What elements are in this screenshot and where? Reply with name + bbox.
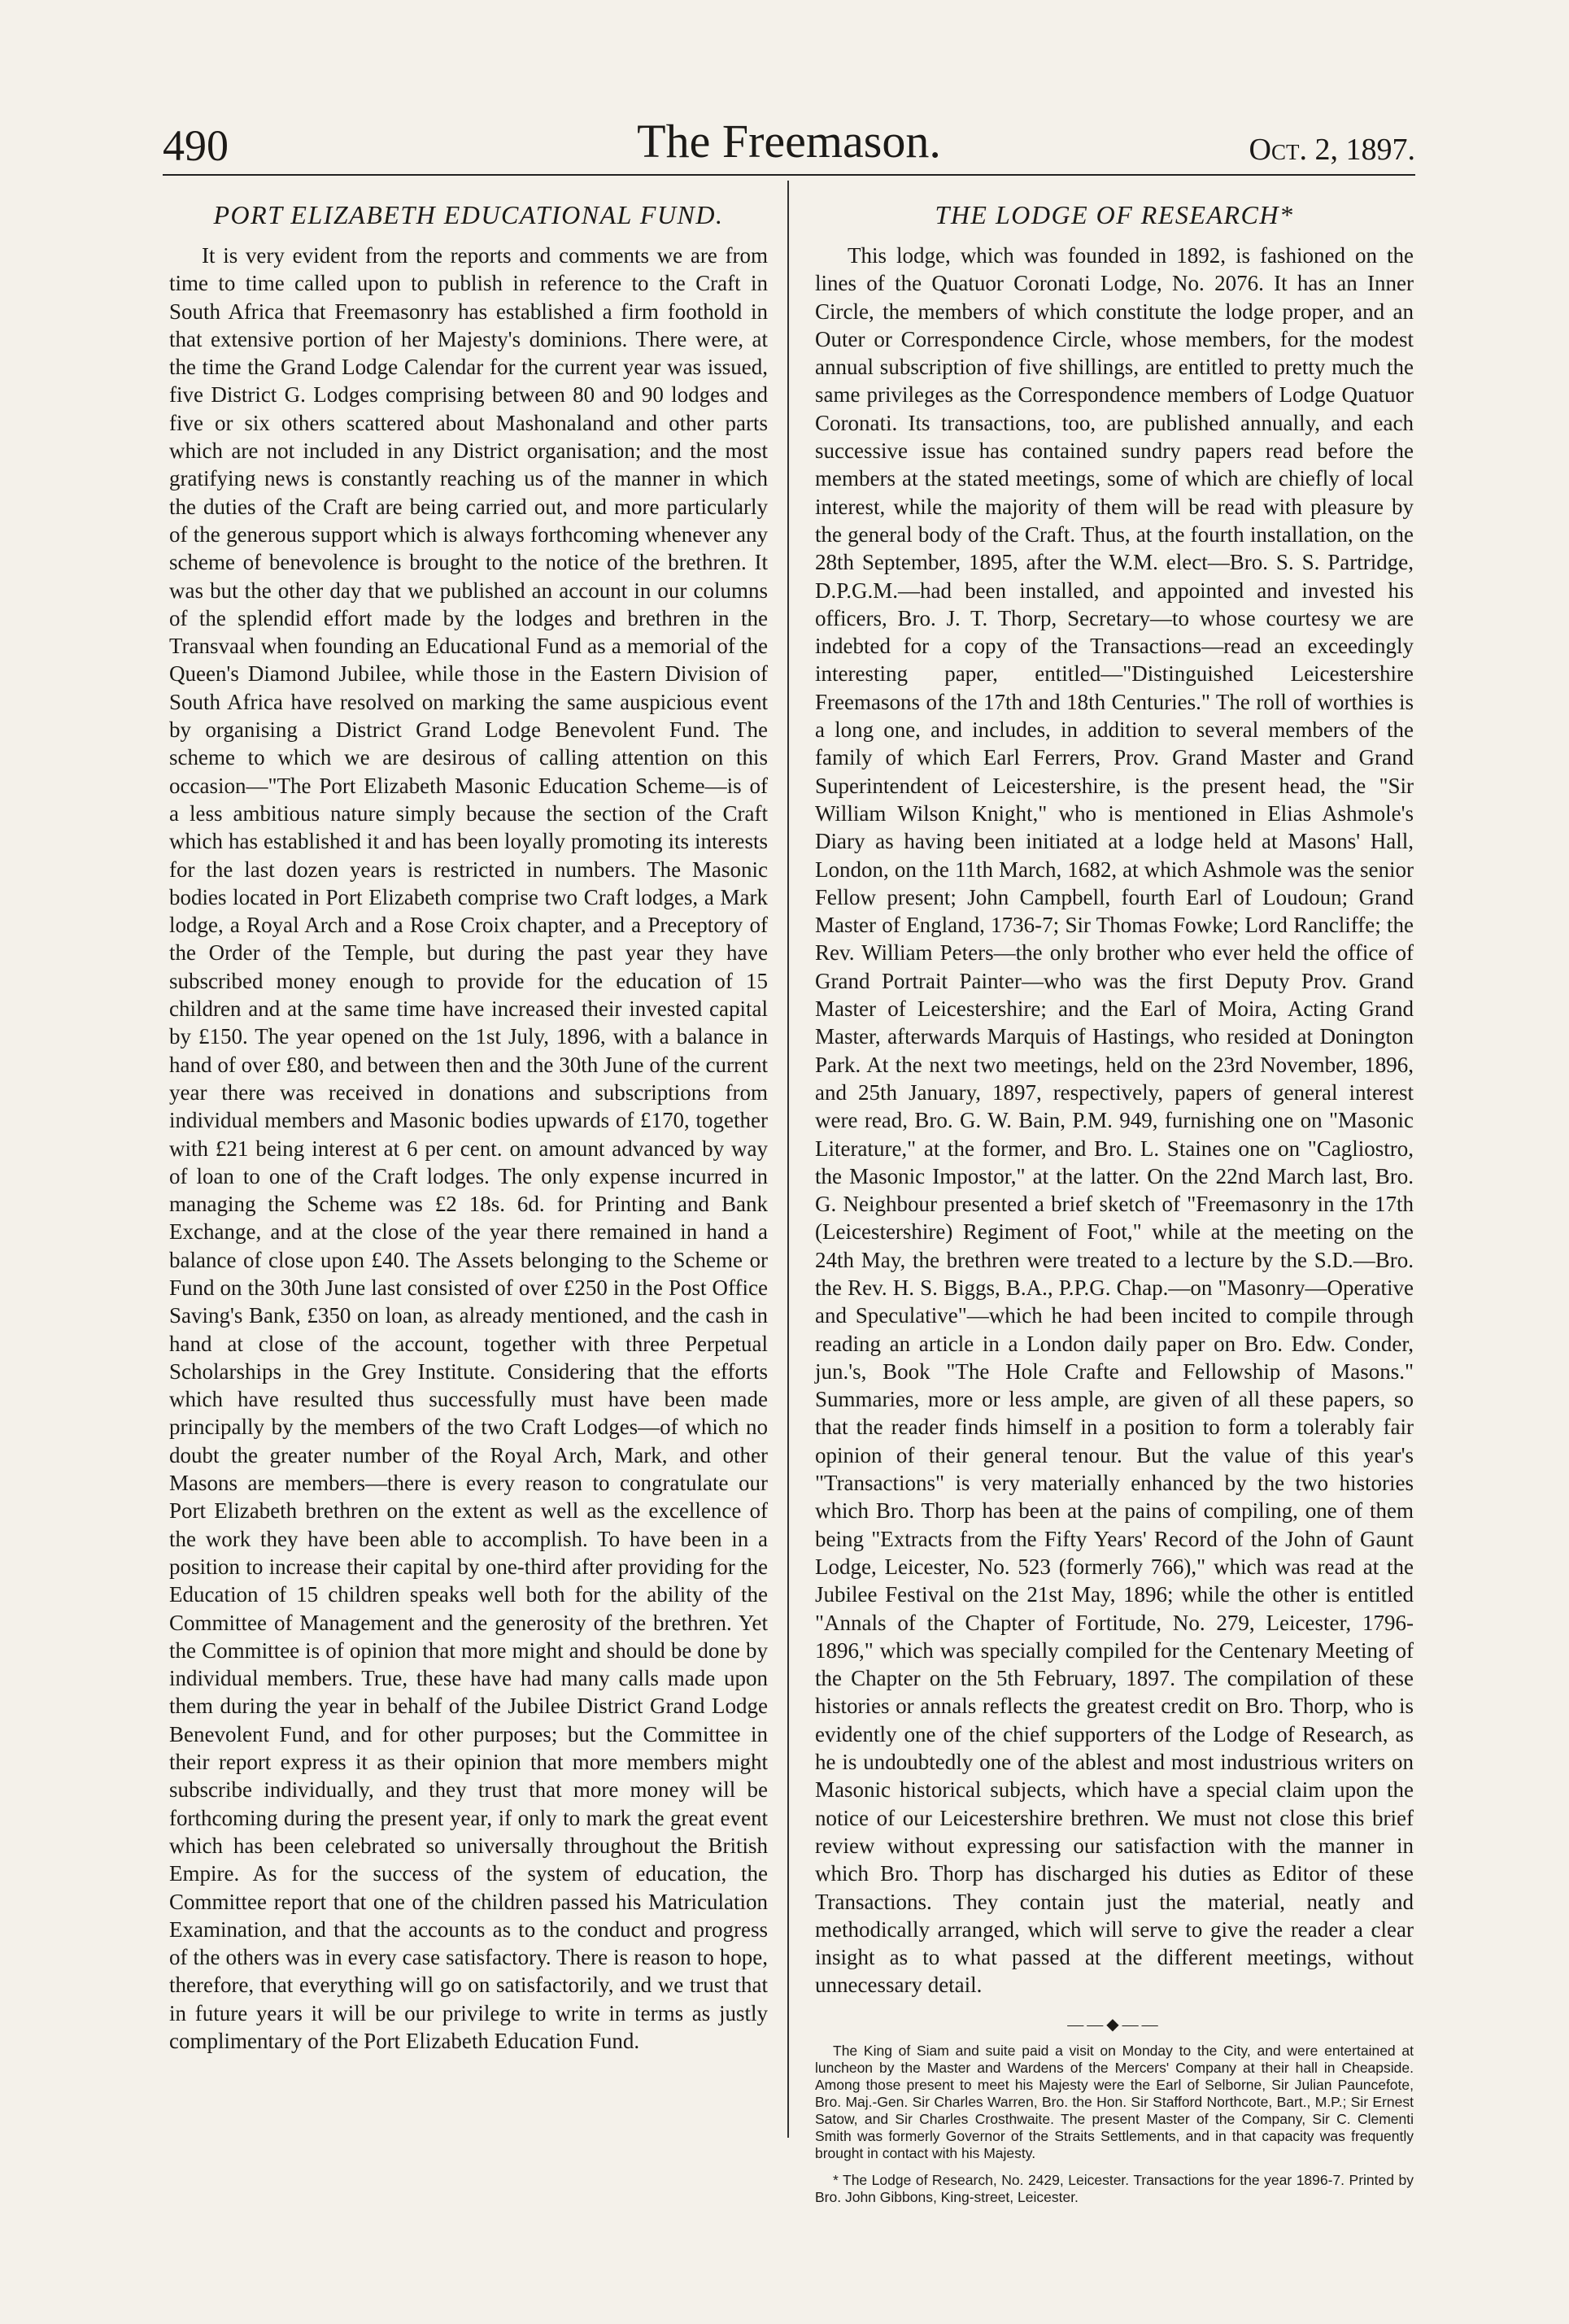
right-column: [815, 192, 1414, 2206]
article-heading-port-elizabeth: PORT ELIZABETH EDUCATIONAL FUND.: [213, 200, 724, 229]
article-body-lodge-of-research: This lodge, which was founded in 1892, is fashioned on the lines of the Quatuor Coronati Lodge, No. 2076. It has an Inner Circle, the members of which constitute the lodge proper, and an Outer or Correspondence Circle, whose members, for the modest annual subscription of five shillings, are entitled to pretty much the same privileges as the Correspondence members of Lodge Quatuor Coronati. Its transactions, too, are published annually, and each successive issue has contained sundry papers read before the members at the stated meetings, some of which are chiefly of local interest, while the majority of them will be read with pleasure by the general body of the Craft. Thus, at the fourth installation, on the 28th September, 1895, after the W.M. elect—Bro. S. S. Partridge, D.P.G.M.—had been installed, and appointed and invested his officers, Bro. J. T. Thorp, Secretary—to whose courtesy we are indebted for a copy of the Transactions—read an exceedingly interesting paper, entitled—"Distinguished Leicestershire Freemasons of the 17th and 18th Centuries." The roll of worthies is a long one, and includes, in addition to several members of the family of which Earl Ferrers, Prov. Grand Master and Grand Superintendent of Leicestershire, is the present head, the "Sir William Wilson Knight," who is mentioned in Elias Ashmole's Diary as having been initiated at a lodge held at Masons' Hall, London, on the 11th March, 1682, at which Ashmole was the senior Fellow present; John Campbell, fourth Earl of Loudoun; Grand Master of England, 1736-7; Sir Thomas Fowke; Lord Rancliffe; the Rev. William Peters—the only brother who ever held the office of Grand Portrait Painter—who was the first Deputy Prov. Grand Master of Leicestershire; and the Earl of Moira, Acting Grand Master, afterwards Marquis of Hastings, who resided at Donington Park. At the next two meetings, held on the 23rd November, 1896, and 25th January, 1897, respectively, papers of general interest were read, Bro. G. W. Bain, P.M. 949, furnishing one on "Masonic Literature," at the former, and Bro. L. Staines one on "Cagliostro, the Masonic Impostor," at the latter. On the 22nd March last, Bro. G. Neighbour presented a brief sketch of "Freemasonry in the 17th (Leicestershire) Regiment of Foot," while at the meeting on the 24th May, the brethren were treated to a lecture by the S.D.—Bro. the Rev. H. S. Biggs, B.A., P.P.G. Chap.—on "Masonry—Operative and Speculative"—which he had been incited to compile through reading an article in a London daily paper on Bro. Edw. Conder, jun.'s, Book "The Hole Crafte and Fellowship of Masons." Summaries, more or less ample, are given of all these papers, so that the reader finds himself in a position to form a tolerably fair opinion of their general tenour. But the value of this year's "Transactions" is very materially enhanced by the two histories which Bro. Thorp has been at the pains of compiling, one of them being "Extracts from the Fifty Years' Record of the John of Gaunt Lodge, Leicester, No. 523 (formerly 766)," which was read at the Jubilee Festival on the 21st May, 1896; while the other is entitled "Annals of the Chapter of Fortitude, No. 279, Leicester, 1796-1896," which was specially compiled for the Centenary Meeting of the Chapter on the 5th February, 1897. The compilation of these histories or annals reflects the greatest credit on Bro. Thorp, who is evidently one of the chief supporters of the Lodge of Research, as he is undoubtedly one of the ablest and most industrious writers on Masonic historical subjects, which have a special claim upon the notice of our Leicestershire brethren. We must not close this brief review without expressing our satisfaction with the manner in which Bro. Thorp has discharged his duties as Editor of these Transactions. They contain just the material, neatly and methodically arranged, which will serve to give the reader a clear insight as to what passed at the different meetings, without unnecessary detail.: [815, 243, 1414, 1998]
news-note-king-of-siam: The King of Siam and suite paid a visit on Monday to the City, and were entertained at luncheon by the Master and Wardens of the Mercers' Company at their hall in Cheapside. Among those present to meet his Majesty were the Earl of Selborne, Sir Julian Pauncefote, Bro. Maj.-Gen. Sir Charles Warren, Bro. the Hon. Sir Stafford Northcote, Bart., M.P.; Sir Ernest Satow, and Sir Charles Crosthwaite. The present Master of the Company, Sir C. Clementi Smith was formerly Governor of the Straits Settlements, and in that capacity was frequently brought in contact with his Majesty.: [815, 2042, 1414, 2161]
issue-date: Oct. 2, 1897.: [1249, 133, 1415, 167]
article-heading-lodge-of-research: THE LODGE OF RESEARCH*: [935, 200, 1294, 229]
footnote: * The Lodge of Research, No. 2429, Leicester. Transactions for the year 1896-7. Printed by Bro. John Gibbons, King-street, Leicester.: [815, 2171, 1414, 2205]
left-column: [169, 192, 768, 2055]
section-ornament: ——◆——: [1067, 2015, 1161, 2034]
article-body-port-elizabeth: It is very evident from the reports and comments we are from time to time called upon to publish in reference to the Craft in South Africa that Freemasonry has established a firm foothold in that extensive portion of her Majesty's dominions. There were, at the time the Grand Lodge Calendar for the current year was issued, five District G. Lodges comprising between 80 and 90 lodges and five or six others scattered about Mashonaland and other parts which are not included in any District organisation; and the most gratifying news is constantly reaching us of the manner in which the duties of the Craft are being carried out, and more particularly of the generous support which is always forthcoming whenever any scheme of benevolence is brought to the notice of the brethren. It was but the other day that we published an account in our columns of the splendid effort made by the lodges and brethren in the Transvaal when founding an Educational Fund as a memorial of the Queen's Diamond Jubilee, while those in the Eastern Division of South Africa have resolved on marking the same auspicious event by organising a District Grand Lodge Benevolent Fund. The scheme to which we are desirous of calling attention on this occasion—"The Port Elizabeth Masonic Education Scheme—is of a less ambitious nature simply because the section of the Craft which has established it and has been loyally promoting its interests for the last dozen years is restricted in numbers. The Masonic bodies located in Port Elizabeth comprise two Craft lodges, a Mark lodge, a Royal Arch and a Rose Croix chapter, and a Preceptory of the Order of the Temple, but during the past year they have subscribed money enough to provide for the education of 15 children and at the same time have increased their invested capital by £150. The year opened on the 1st July, 1896, with a balance in hand of over £80, and between then and the 30th June of the current year there was received in donations and subscriptions from individual members and Masonic bodies upwards of £170, together with £21 being interest at 6 per cent. on amount advanced by way of loan to one of the Craft lodges. The only expense incurred in managing the Scheme was £2 18s. 6d. for Printing and Bank Exchange, and at the close of the year there remained in hand a balance of close upon £40. The Assets belonging to the Scheme or Fund on the 30th June last consisted of over £250 in the Post Office Saving's Bank, £350 on loan, as already mentioned, and the cash in hand at close of the account, together with three Perpetual Scholarships in the Grey Institute. Considering that the efforts which have resulted thus successfully must have been made principally by the members of the two Craft Lodges—of which no doubt the greater number of the Royal Arch, Mark, and other Masons are members—there is every reason to congratulate our Port Elizabeth brethren on the extent as well as the excellence of the work they have been able to accomplish. To have been in a position to increase their capital by one-third after providing for the Education of 15 children speaks well both for the ability of the Committee of Management and the generosity of the brethren. Yet the Committee is of opinion that more might and should be done by individual members. True, these have had many calls made upon them during the year in behalf of the Jubilee District Grand Lodge Benevolent Fund, and for other purposes; but the Committee in their report express it as their opinion that more members might subscribe individually, and they trust that more money will be forthcoming during the present year, if only to mark the great event which has been celebrated so universally throughout the British Empire. As for the success of the system of education, the Committee report that one of the children passed his Matriculation Examination, and that the accounts as to the conduct and progress of the others was in every case satisfactory. There is reason to hope, therefore, that everything will go on satisfactorily, and we trust that in future years it will be our privilege to write in terms as justly complimentary of the Port Elizabeth Education Fund.: [169, 243, 768, 2053]
page-number: 490: [163, 121, 229, 170]
header-rule: [163, 174, 1415, 176]
column-divider: [787, 181, 789, 2138]
page-header: [163, 114, 1415, 179]
masthead-title: The Freemason.: [637, 115, 941, 168]
